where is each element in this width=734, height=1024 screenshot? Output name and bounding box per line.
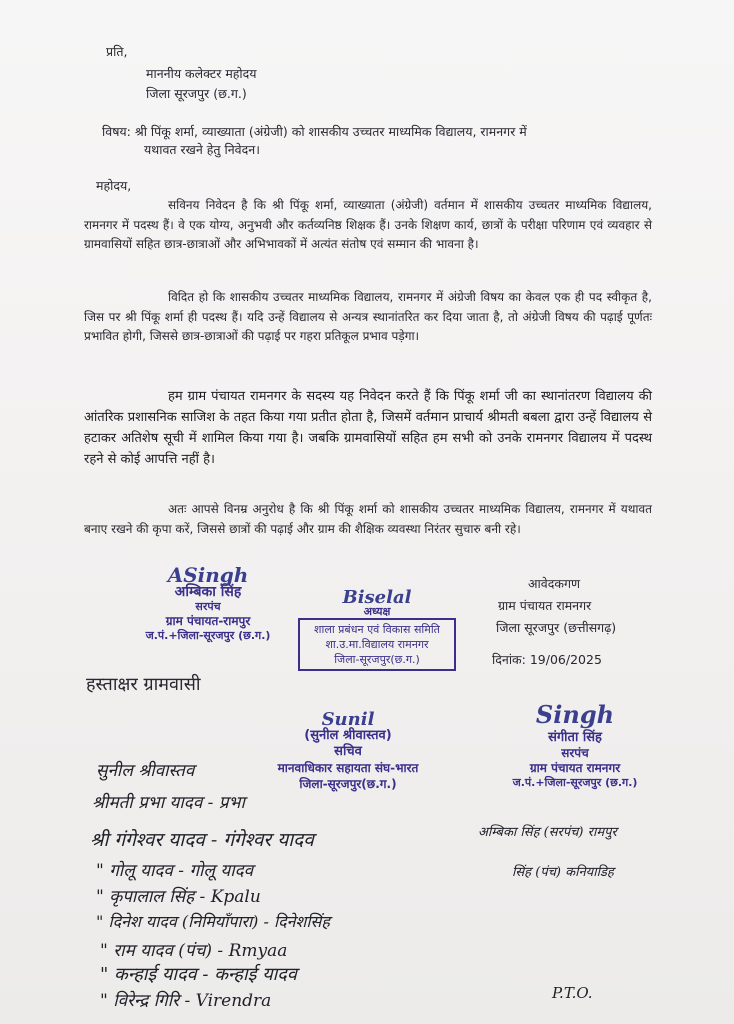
villager-entry: श्रीमती प्रभा यादव - प्रभा xyxy=(92,793,245,813)
stamp-name: (सुनील श्रीवास्तव) xyxy=(304,728,392,743)
side-signature: अम्बिका सिंह (सरपंच) रामपुर xyxy=(478,825,617,840)
stamp-secretary xyxy=(258,709,438,792)
paragraph-4: अतः आपसे विनम्र अनुरोध है कि श्री पिंकू शर्मा को शासकीय उच्चतर माध्यमिक विद्यालय, रामनगर में यथावत बनाए रखने की कृपा करें, जिससे छात्रों की पढ़ाई और ग्राम की शैक्षिक व्यवस्था निरंतर सुचारु बनी रहे। xyxy=(84,502,652,536)
paragraph-3: हम ग्राम पंचायत रामनगर के सदस्य यह निवेदन करते हैं कि पिंकू शर्मा जी का स्थानांतरण विद्यालय की आंतरिक प्रशासनिक साजिश के तहत किया गया प्रतीत होता है, जिसमें वर्तमान प्राचार्य श्रीमती बबला द्वारा उन्हें विद्यालय से हटाकर अतिशेष सूची में शामिल किया गया है। जबकि ग्रामवासियों सहित हम सभी को उनके रामनगर विद्यालय में पदस्थ रहने से कोई आपत्ति नहीं है। xyxy=(84,389,652,467)
villager-entry: " विरेन्द्र गिरि - Virendra xyxy=(100,991,272,1011)
subject-line-2: यथावत रखने हेतु निवेदन। xyxy=(144,142,260,157)
date-row xyxy=(492,652,602,668)
stamp-sarpanch-rampur xyxy=(128,563,288,643)
signature-sangeeta: Singh xyxy=(535,700,615,729)
stamp-panchayat: ग्राम पंचायत-रामपुर xyxy=(165,614,251,628)
date-label: दिनांक: xyxy=(492,652,526,667)
stamp-title: अध्यक्ष xyxy=(363,605,391,618)
signature-adhyaksh: Biselal xyxy=(342,587,412,608)
villager-entry: " कृपालाल सिंह - Kpalu xyxy=(96,887,261,907)
villagers-heading: हस्ताक्षर ग्रामवासी xyxy=(86,674,201,695)
villager-entry: " राम यादव (पंच) - Rmyaa xyxy=(100,941,288,961)
date-value: 19/06/2025 xyxy=(529,652,602,667)
stamp-line-3: जिला-सूरजपुर(छ.ग.) xyxy=(334,653,420,666)
stamp-title: सरपंच xyxy=(195,600,221,613)
stamp-district: ज.पं.+जिला-सूरजपुर (छ.ग.) xyxy=(145,629,271,642)
stamp-district: जिला-सूरजपुर(छ.ग.) xyxy=(299,777,397,791)
stamp-title: सचिव xyxy=(334,744,362,759)
addressee-district: जिला सूरजपुर (छ.ग.) xyxy=(146,86,247,101)
stamp-sarpanch-ramnagar xyxy=(490,700,660,790)
paragraph-1: सविनय निवेदन है कि श्री पिंकू शर्मा, व्याख्याता (अंग्रेजी) वर्तमान में शासकीय उच्चतर माध्यमिक विद्यालय, रामनगर में पदस्थ हैं। वे एक योग्य, अनुभवी और कर्तव्यनिष्ठ शिक्षक हैं। उनके शिक्षण कार्य, छात्रों के परीक्षा परिणाम एवं व्यवहार से ग्रामवासियों सहित छात्र-छात्राओं और अभिभावकों में अत्यंत संतोष एवं सम्मान की भावना है। xyxy=(84,198,652,251)
stamp-org: मानवाधिकार सहायता संघ-भारत xyxy=(277,761,419,775)
villager-entry: सुनील श्रीवास्तव xyxy=(96,761,195,781)
signature-secretary: Sunil xyxy=(321,709,375,730)
pto-note: P.T.O. xyxy=(552,984,593,1002)
stamp-line-2: शा.उ.मा.विद्यालय रामनगर xyxy=(325,638,429,651)
villager-entry: श्री गंगेश्वर यादव - गंगेश्वर यादव xyxy=(90,829,314,851)
salutation: महोदय, xyxy=(96,178,132,193)
stamp-line-1: शाला प्रबंधन एवं विकास समिति xyxy=(314,623,440,636)
subject-line-1: विषय: श्री पिंकू शर्मा, व्याख्याता (अंग्रेजी) को शासकीय उच्चतर माध्यमिक विद्यालय, रामनगर में xyxy=(102,124,527,139)
villager-entry: " कन्हाई यादव - कन्हाई यादव xyxy=(100,964,297,985)
paragraph-2: विदित हो कि शासकीय उच्चतर माध्यमिक विद्यालय, रामनगर में अंग्रेजी विषय का केवल एक ही पद स्वीकृत है, जिस पर श्री पिंकू शर्मा ही पदस्थ हैं। यदि उन्हें विद्यालय से अन्यत्र स्थानांतरित कर दिया जाता है, तो अंग्रेजी विषय की पढ़ाई पूर्णतः प्रभावित होगी, जिससे छात्र-छात्राओं की पढ़ाई पर गहरा प्रतिकूल प्रभाव पड़ेगा। xyxy=(84,290,652,343)
stamp-name: अम्बिका सिंह xyxy=(174,584,242,600)
addressee: माननीय कलेक्टर महोदय xyxy=(146,66,257,81)
prati-label: प्रति, xyxy=(106,44,128,59)
applicants-panchayat: ग्राम पंचायत रामनगर xyxy=(498,598,592,613)
stamp-school-committee xyxy=(298,587,456,671)
stamp-box xyxy=(298,618,456,671)
applicants-district: जिला सूरजपुर (छत्तीसगढ़) xyxy=(496,620,617,635)
applicants-label: आवेदकगण xyxy=(528,576,581,591)
stamp-name: संगीता सिंह xyxy=(548,730,602,745)
stamp-title: सरपंच xyxy=(561,746,589,760)
villager-entry: " गोलू यादव - गोलू यादव xyxy=(96,861,254,881)
stamp-district: ज.पं.+जिला-सूरजपुर (छ.ग.) xyxy=(512,776,638,789)
side-signature: सिंह (पंच) कनियाडिह xyxy=(512,865,614,880)
stamp-panchayat: ग्राम पंचायत रामनगर xyxy=(529,761,621,775)
signature-ambika: ASingh xyxy=(167,563,249,587)
villager-entry: " दिनेश यादव (निमियाँपारा) - दिनेशसिंह xyxy=(96,912,330,931)
